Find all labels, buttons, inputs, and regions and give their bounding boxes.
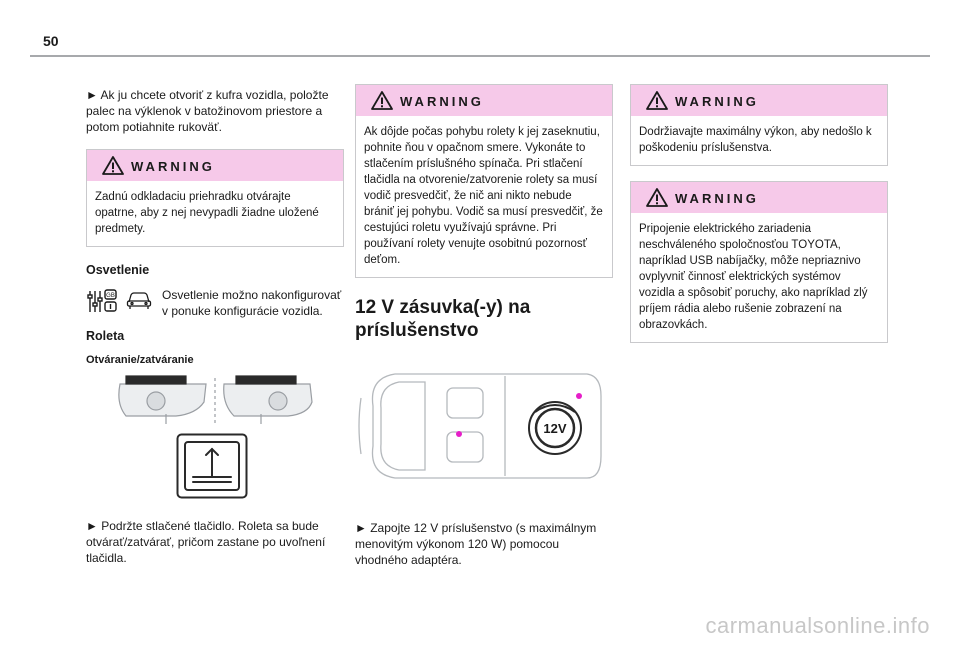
warning-triangle-icon xyxy=(646,188,668,207)
warning-box-electrical xyxy=(630,181,888,343)
header-rule xyxy=(30,55,930,57)
socket-instruction: ► Zapojte 12 V príslušenstvo (s maximálnym menovitým výkonom 120 W) pomocou vhodného adaptéra. xyxy=(355,521,597,567)
lighting-row xyxy=(86,287,344,319)
warning-text: Pripojenie elektrického zariadenia neschváleného spoločnosťou TOYOTA, napríklad USB nabíjačky, môže nepriaznivo ovplyvniť činnosť elektrických systémov vozidla a spôsobiť poruchy, ako napríklad zlý príjem rádia alebo rušenie zobrazení na obrazovkách. xyxy=(639,223,868,331)
warning-header xyxy=(356,85,612,116)
warning-title: WARNING xyxy=(400,94,484,109)
blind-instruction: ► Podržte stlačené tlačidlo. Roleta sa bude otvárať/zatvárať, pričom zastane po uvoľnení tlačidla. xyxy=(86,519,326,565)
lighting-heading: Osvetlenie xyxy=(86,263,150,277)
warning-triangle-icon xyxy=(102,156,124,175)
lighting-icons xyxy=(86,287,152,314)
blind-heading: Roleta xyxy=(86,329,125,343)
warning-text: Dodržiavajte maximálny výkon, aby nedošlo k poškodeniu príslušenstva. xyxy=(639,126,872,154)
warning-header xyxy=(631,85,887,116)
blind-button-icon xyxy=(176,433,248,499)
warning-triangle-icon xyxy=(646,91,668,110)
warning-title: WARNING xyxy=(131,159,215,174)
warning-box-blind xyxy=(355,84,613,278)
vehicle-socket-diagram xyxy=(355,366,605,486)
warning-triangle-icon xyxy=(371,91,393,110)
warning-box-compartment xyxy=(86,149,344,247)
warning-text: Ak dôjde počas pohybu rolety k jej zaseknutiu, pohnite ňou v opačnom smere. Vykonáte to stlačením príslušného spínača. Pri stlačení tlačidla na otvorenie/zatvorenie rolety sa musí vodič presvedčiť, že nič ani nikto nebude brániť jej pohybu. Vodič sa musí presvedčiť, že cestujúci roletu využívajú správne. Pri používaní rolety venujte osobitnú pozornosť deťom. xyxy=(364,126,603,266)
blind-subheading: Otváranie/zatváranie xyxy=(86,354,194,366)
column-3 xyxy=(630,84,888,343)
warning-header xyxy=(87,150,343,181)
lighting-text: Osvetlenie možno nakonfigurovať v ponuke konfigurácie vozidla. xyxy=(162,288,342,318)
roller-blind-illustration xyxy=(86,374,344,426)
vehicle-settings-icon xyxy=(86,288,118,314)
svg-text:GB: GB xyxy=(106,293,115,299)
car-icon xyxy=(126,288,152,310)
page-number: 50 xyxy=(43,33,59,49)
column-2 xyxy=(355,84,613,568)
socket-12v-badge: 12V xyxy=(543,421,567,436)
socket-heading: 12 V zásuvka(-y) na príslušenstvo xyxy=(355,297,531,341)
warning-text: Zadnú odkladaciu priehradku otvárajte opatrne, aby z nej nevypadli žiadne uložené predmety. xyxy=(95,191,319,235)
warning-box-power xyxy=(630,84,888,166)
trunk-open-instruction: ► Ak ju chcete otvoriť z kufra vozidla, položte palec na výklenok v batožinovom priestore a potom potiahnite rukoväť. xyxy=(86,88,329,134)
warning-title: WARNING xyxy=(675,191,759,206)
warning-header xyxy=(631,182,887,213)
column-1 xyxy=(86,84,344,566)
warning-title: WARNING xyxy=(675,94,759,109)
watermark: carmanualsonline.info xyxy=(705,613,930,638)
